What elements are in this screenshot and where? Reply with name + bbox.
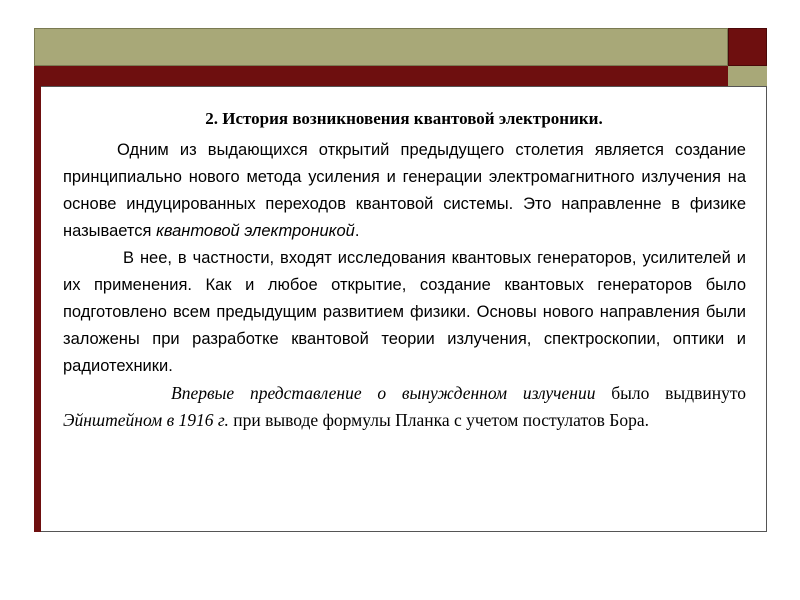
- header-stripe: [34, 66, 728, 86]
- left-accent-bar: [34, 86, 41, 532]
- content-frame: [41, 86, 767, 532]
- paragraph-3-text-1: было выдвинуто: [595, 383, 747, 403]
- paragraph-1-end: .: [354, 222, 360, 240]
- paragraph-3-text-2: при выводе формулы Планка с учетом постулатов Бора.: [228, 410, 649, 430]
- paragraph-3-emphasis-2: Эйнштейном в 1916 г.: [63, 410, 229, 430]
- paragraph-1: [63, 137, 746, 245]
- header-band: [34, 28, 728, 66]
- paragraph-1-text: Одним из выдающихся открытий предыдущего столетия является создание принципиально нового метода усиления и генерации электромагнитного излучения на основе индуцированных переходов квантовой системы. Это направленне в физике называется: [63, 141, 746, 240]
- corner-accent-olive: [728, 66, 767, 86]
- body-text: [63, 137, 746, 434]
- paragraph-2: В нее, в частности, входят исследования квантовых генераторов, усилителей и их применения. Как и любое открытие, создание квантовых генераторов было подготовлено всем предыдущим развитием физики. Основы нового направления были заложены при разработке квантовой теории излучения, спектроскопии, оптики и радиотехники.: [63, 249, 746, 375]
- paragraph-3-emphasis-1: Впервые представление о вынужденном излучении: [171, 383, 596, 403]
- paragraph-1-emphasis: квантовой электроникой: [156, 222, 355, 240]
- paragraph-3: [63, 380, 746, 434]
- slide-title: 2. История возникновения квантовой электроники.: [205, 109, 603, 128]
- corner-accent-red: [728, 28, 767, 66]
